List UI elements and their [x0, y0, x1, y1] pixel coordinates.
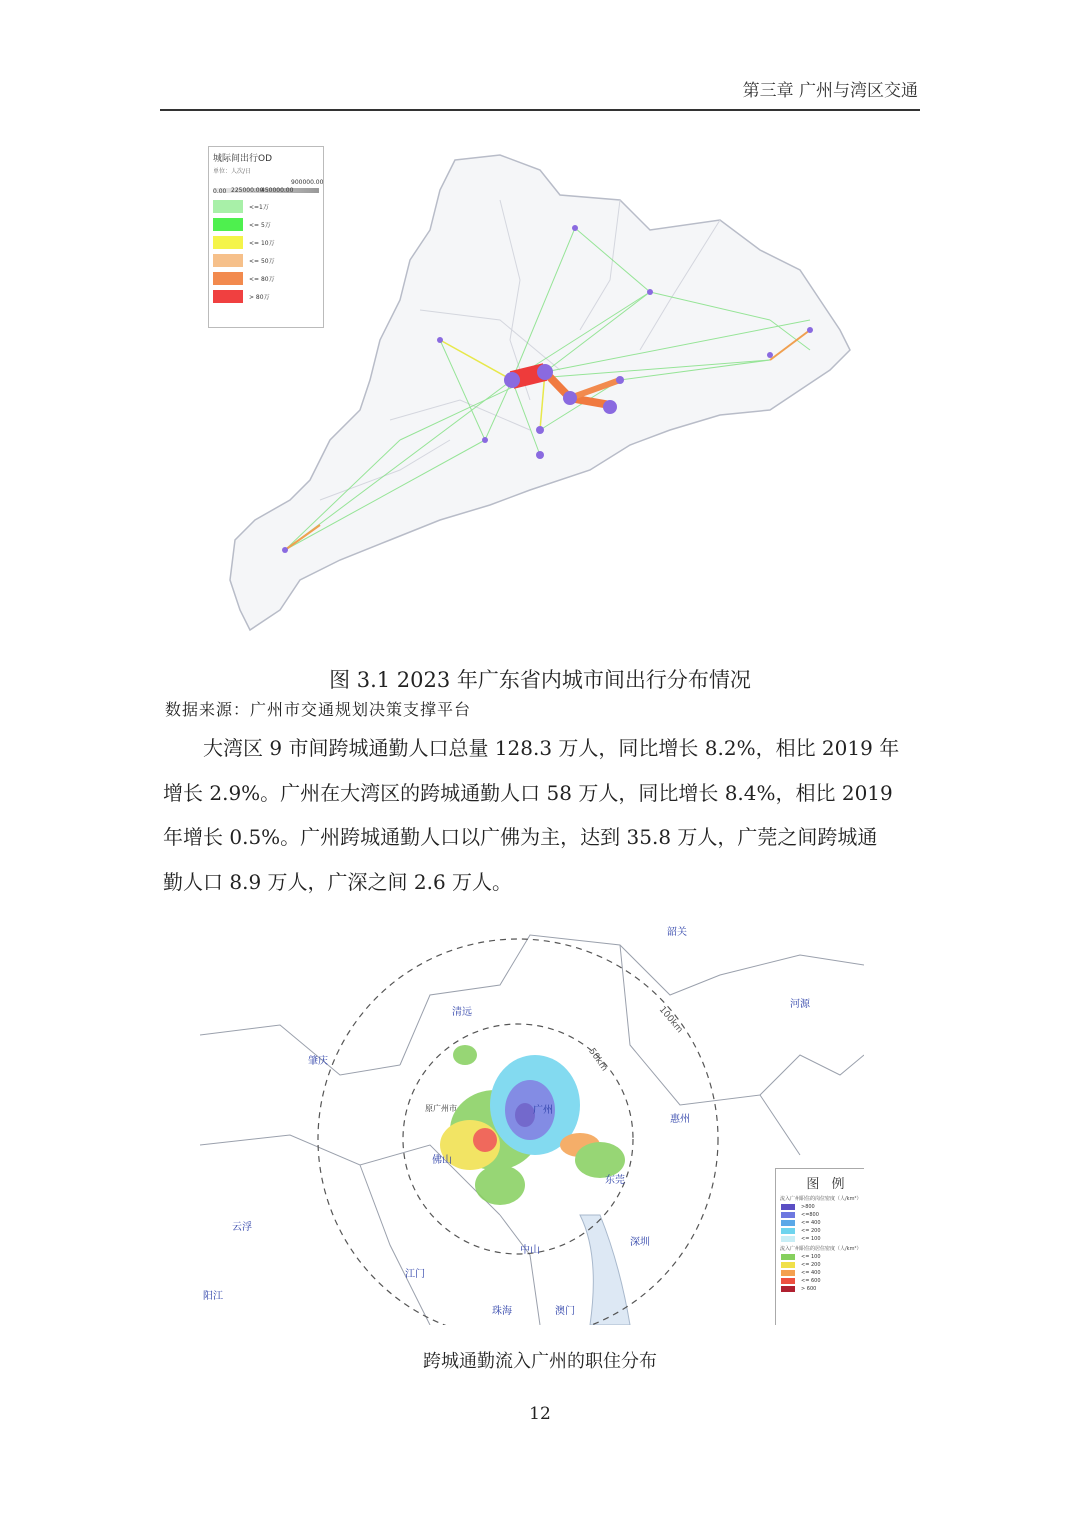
od-legend	[208, 146, 324, 328]
city-label: 肇庆	[308, 1056, 328, 1067]
city-label: 清远	[452, 1007, 472, 1018]
figure2-caption: 跨城通勤流入广州的职住分布	[423, 1351, 657, 1372]
figure1-caption: 图 3.1 2023 年广东省内城市间出行分布情况	[329, 668, 751, 692]
commute-legend-title: 图 例	[806, 1177, 849, 1192]
od-legend-item: <=1万	[213, 200, 323, 213]
city-label: 韶关	[667, 927, 687, 938]
commute-legend-sub: 流入广州职住的居住密度（人/km²）	[780, 1246, 862, 1252]
legend-row: <= 200	[781, 1262, 864, 1268]
od-legend-item: <= 10万	[213, 236, 323, 249]
paragraph-line: 增长 2.9%。广州在大湾区的跨城通勤人口 58 万人，同比增长 8.4%，相比 2019	[163, 780, 893, 805]
paragraph-line: 大湾区 9 市间跨城通勤人口总量 128.3 万人，同比增长 8.2%，相比 2019 年	[203, 736, 900, 760]
header-rule	[160, 109, 920, 111]
city-label: 珠海	[492, 1306, 512, 1317]
scale-label: 900000.00	[291, 179, 324, 186]
legend-row: <=800	[781, 1212, 864, 1218]
od-legend-item: <= 5万	[213, 218, 323, 231]
city-label: 澳门	[555, 1306, 575, 1317]
city-label: 中山	[520, 1245, 540, 1256]
city-label: 广州	[533, 1105, 553, 1116]
commute-legend-sub: 流入广州职住的岗位密度（人/km²）	[780, 1196, 862, 1202]
city-label: 云浮	[232, 1222, 252, 1233]
legend-row: > 600	[781, 1286, 864, 1292]
city-label: 原广州市	[425, 1104, 457, 1113]
legend-row: >800	[781, 1204, 864, 1210]
legend-row: <= 100	[781, 1236, 864, 1242]
city-label: 东莞	[605, 1175, 625, 1186]
page-number: 12	[529, 1404, 551, 1424]
legend-row: <= 400	[781, 1270, 864, 1276]
city-label: 佛山	[432, 1155, 452, 1166]
scale-label: 450000.00	[261, 187, 294, 194]
legend-row: <= 600	[781, 1278, 864, 1284]
paragraph-line: 勤人口 8.9 万人，广深之间 2.6 万人。	[163, 869, 513, 894]
od-legend-title: 城际间出行OD	[213, 154, 273, 164]
running-header: 第三章 广州与湾区交通	[742, 81, 918, 101]
legend-row: <= 100	[781, 1254, 864, 1260]
od-legend-item: <= 50万	[213, 254, 323, 267]
city-label: 惠州	[670, 1114, 690, 1125]
city-label: 江门	[405, 1269, 425, 1280]
od-legend-scale	[213, 179, 324, 195]
city-label: 河源	[790, 999, 810, 1010]
legend-row: <= 200	[781, 1228, 864, 1234]
ring-label: 100km	[656, 1004, 685, 1036]
od-legend-item: <= 80万	[213, 272, 323, 285]
od-legend-unit: 单位：人次/日	[213, 168, 252, 175]
scale-label: 225000.00	[231, 187, 264, 194]
paragraph-line: 年增长 0.5%。广州跨城通勤人口以广佛为主，达到 35.8 万人，广莞之间跨城通	[163, 825, 878, 849]
commute-map-drawing	[200, 915, 864, 1325]
od-legend-item: > 80万	[213, 290, 323, 303]
legend-row: <= 400	[781, 1220, 864, 1226]
commute-legend	[775, 1168, 864, 1325]
figure-od-map	[200, 140, 865, 645]
figure-commute-map	[200, 915, 864, 1325]
ring-label: 50km	[586, 1046, 610, 1074]
body-paragraph	[163, 726, 920, 904]
city-label: 阳江	[203, 1291, 223, 1302]
figure1-source: 数据来源：广州市交通规划决策支撑平台	[165, 700, 472, 719]
scale-label: 0.00	[213, 188, 227, 195]
city-label: 深圳	[630, 1237, 650, 1248]
